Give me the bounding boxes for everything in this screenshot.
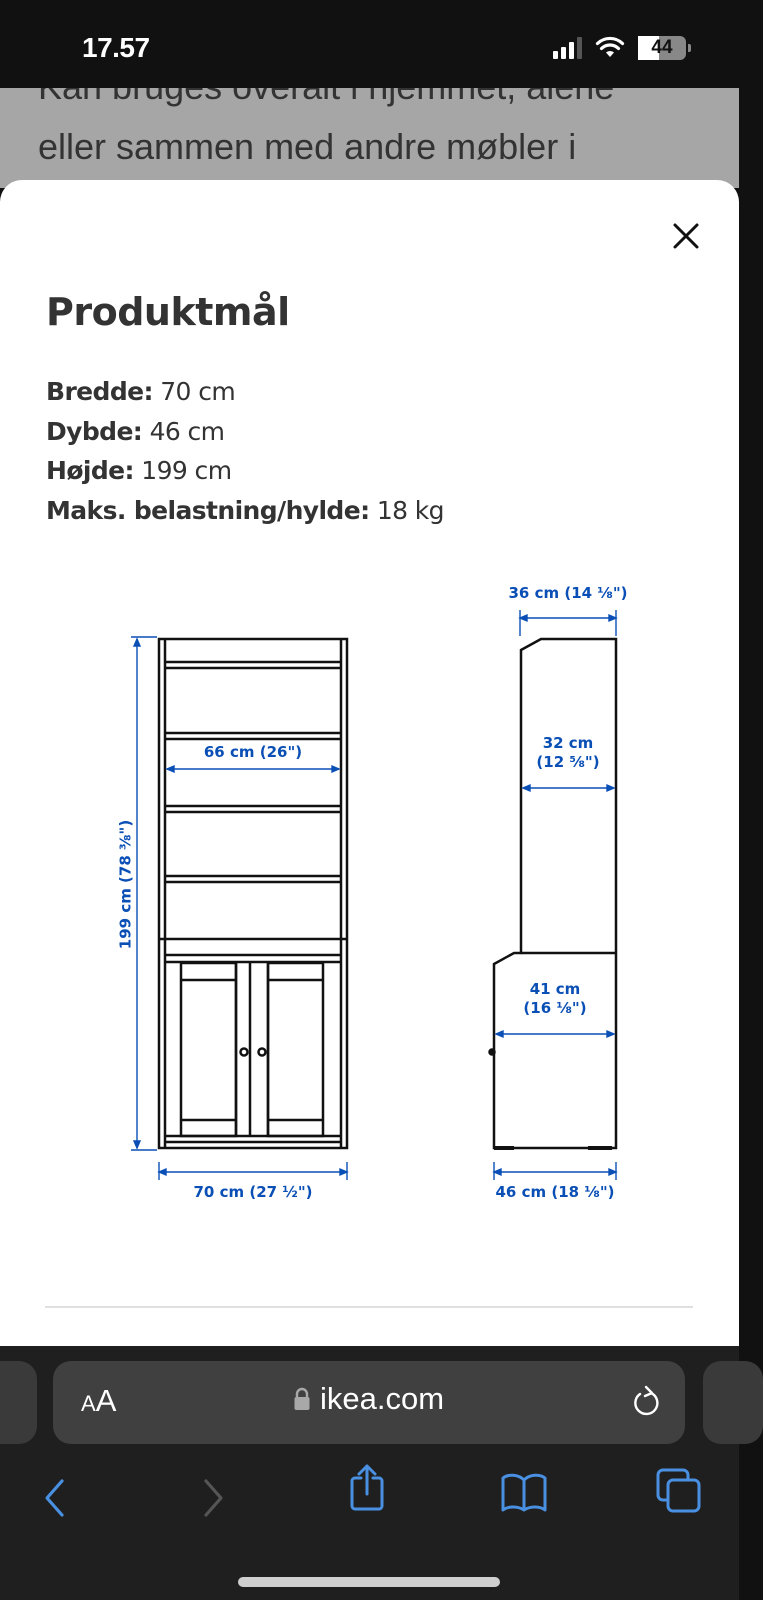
spec-row-width <box>46 372 444 412</box>
share-button[interactable] <box>349 1464 385 1516</box>
front-view-drawing <box>0 570 739 1210</box>
navigation-row <box>0 1464 739 1524</box>
shelf-depth-dimension-label <box>508 734 628 772</box>
spec-value: 46 cm <box>149 416 225 446</box>
battery-level: 44 <box>651 37 673 58</box>
share-icon <box>349 1464 385 1512</box>
back-icon <box>42 1478 66 1518</box>
reload-icon <box>631 1385 661 1419</box>
status-bar <box>0 0 739 88</box>
status-icons <box>553 36 691 60</box>
spec-value: 18 kg <box>376 495 444 525</box>
top-depth-dimension-label: 36 cm (14 ⅛") <box>508 584 628 602</box>
product-dimensions-sheet <box>0 180 739 1346</box>
text-size-button[interactable]: AA <box>81 1383 117 1418</box>
lock-icon <box>294 1387 310 1411</box>
tabs-icon <box>656 1468 702 1514</box>
spec-value: 199 cm <box>141 456 232 485</box>
background-page <box>0 88 739 188</box>
next-tab-preview[interactable] <box>703 1361 763 1444</box>
background-text-line: eller sammen med andre møbler i <box>38 126 577 167</box>
lower-depth-dimension-label <box>495 980 615 1018</box>
forward-button[interactable] <box>202 1478 226 1522</box>
spec-label: Bredde: <box>46 377 153 406</box>
bookmarks-button[interactable] <box>500 1472 548 1516</box>
spec-value: 70 cm <box>160 377 236 406</box>
outer-width-dimension-label: 70 cm (27 ½") <box>193 1183 313 1201</box>
dimension-diagram <box>0 570 739 1210</box>
url-display[interactable] <box>53 1381 685 1417</box>
browser-toolbar <box>0 1346 739 1600</box>
url-text: ikea.com <box>319 1381 445 1416</box>
battery-icon <box>638 36 686 60</box>
height-dimension-label: 199 cm (78 ⅜") <box>116 819 135 950</box>
lower-depth-line2: (16 ⅛") <box>523 999 587 1017</box>
spec-label: Dybde: <box>46 416 143 446</box>
spec-row-height <box>46 451 444 491</box>
address-bar[interactable] <box>53 1361 685 1444</box>
shelf-depth-line1: 32 cm <box>542 734 594 752</box>
close-button[interactable] <box>666 216 706 256</box>
spec-list <box>46 372 444 530</box>
spec-label: Højde: <box>46 456 134 485</box>
spec-label: Maks. belastning/hylde: <box>46 495 370 525</box>
previous-tab-preview[interactable] <box>0 1361 37 1444</box>
forward-icon <box>202 1478 226 1518</box>
shelf-depth-line2: (12 ⅝") <box>536 753 600 771</box>
close-icon <box>673 223 699 249</box>
section-divider <box>45 1306 693 1308</box>
status-time: 17.57 <box>82 32 150 63</box>
reload-button[interactable] <box>631 1385 661 1423</box>
spec-row-depth <box>46 412 444 452</box>
bookmarks-icon <box>500 1472 548 1512</box>
wifi-icon <box>596 37 624 59</box>
lower-depth-line1: 41 cm <box>529 980 581 998</box>
home-indicator[interactable] <box>238 1577 500 1587</box>
sheet-title: Produktmål <box>46 290 290 334</box>
cellular-signal-icon <box>553 37 582 59</box>
inner-width-dimension-label: 66 cm (26") <box>203 743 303 761</box>
spec-row-max-load <box>46 491 444 531</box>
back-button[interactable] <box>42 1478 66 1522</box>
base-depth-dimension-label: 46 cm (18 ⅛") <box>495 1183 615 1201</box>
tabs-button[interactable] <box>656 1468 702 1518</box>
